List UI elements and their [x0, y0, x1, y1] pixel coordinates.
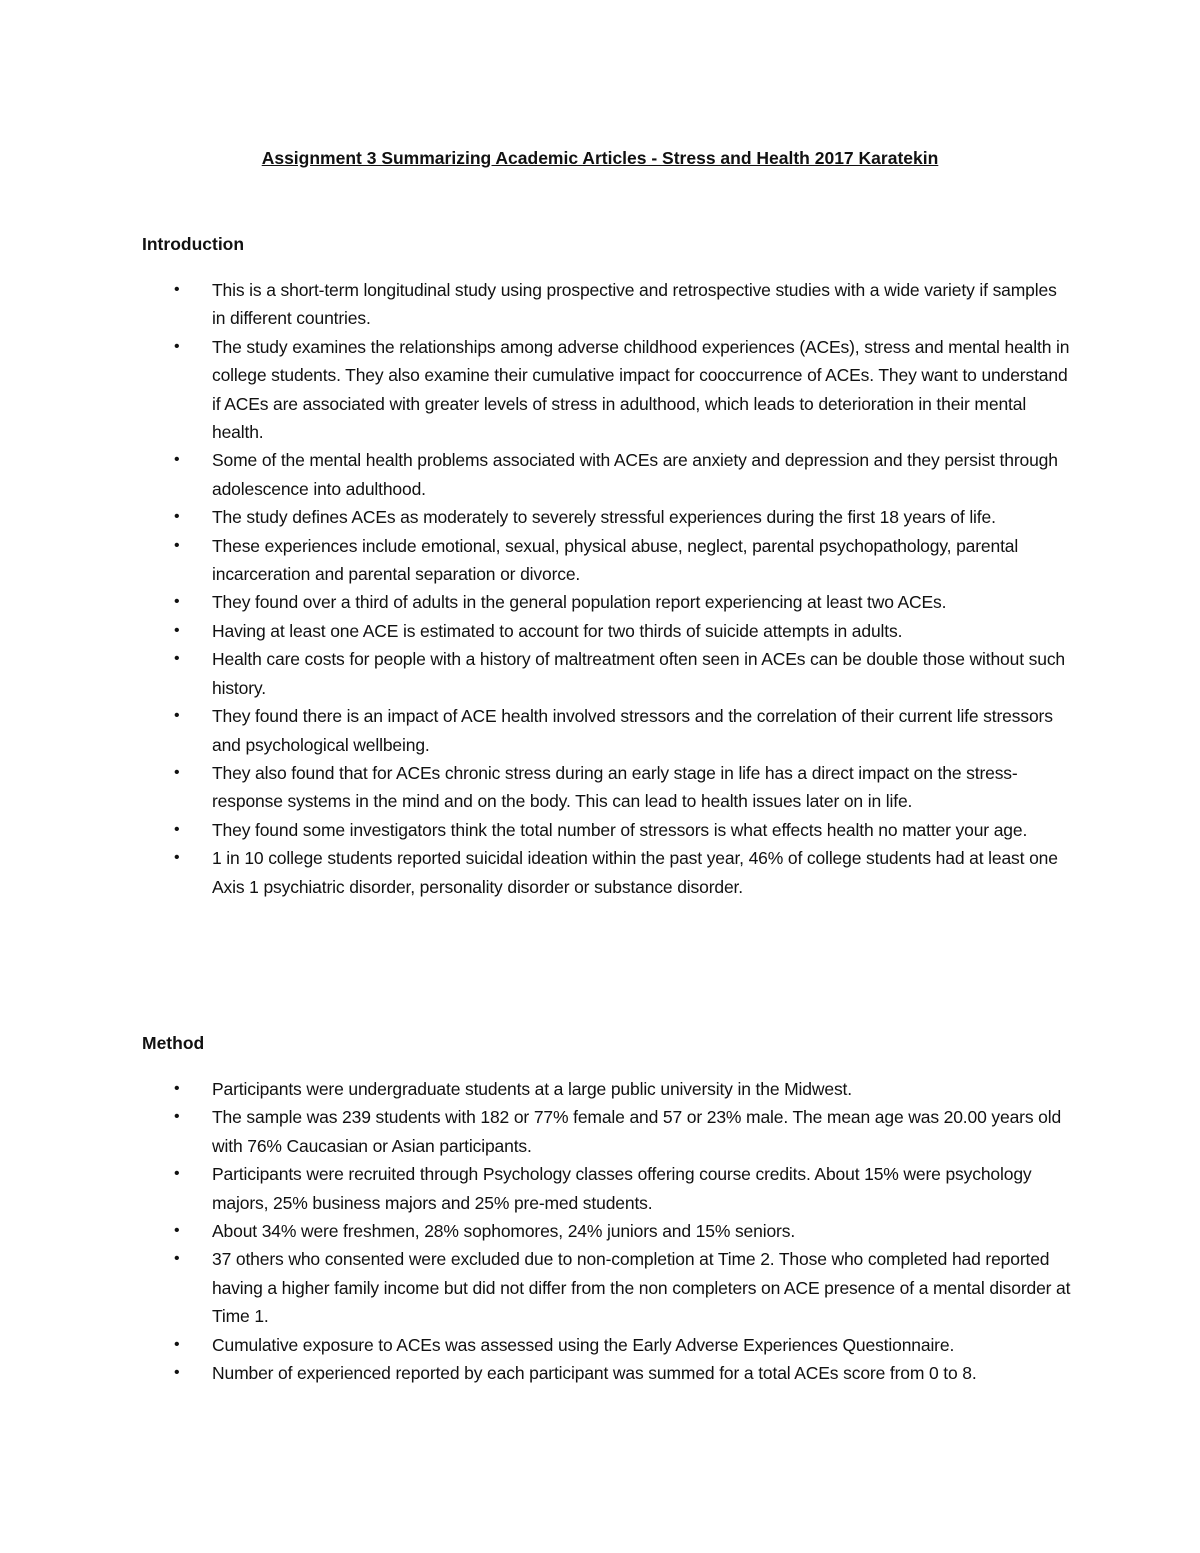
- bullet-item: [142, 1075, 1072, 1103]
- bullet-dot-icon: •: [174, 820, 180, 838]
- document-title: Assignment 3 Summarizing Academic Articles - Stress and Health 2017 Karatekin: [261, 148, 939, 168]
- bullet-text: The study examines the relationships among adverse childhood experiences (ACEs), stress and mental health in college students. They also examine their cumulative impact for cooccurrence of ACEs. They want to understand if ACEs are associated with greater levels of stress in adulthood, which leads to deterioration in their mental health.: [212, 336, 1070, 443]
- bullet-item: [142, 588, 1072, 616]
- bullet-item: [142, 532, 1072, 589]
- bullet-text: 1 in 10 college students reported suicidal ideation within the past year, 46% of college students had at least one Axis 1 psychiatric disorder, personality disorder or substance disorder.: [212, 848, 1058, 897]
- bullet-item: [142, 759, 1072, 816]
- bullet-text: Health care costs for people with a history of maltreatment often seen in ACEs can be double those without such history.: [212, 649, 1066, 698]
- bullet-dot-icon: •: [174, 593, 180, 611]
- bullet-item: [142, 645, 1072, 702]
- bullet-dot-icon: •: [174, 763, 180, 781]
- bullet-item: [142, 1359, 1072, 1387]
- bullet-text: The study defines ACEs as moderately to severely stressful experiences during the first 18 years of life.: [212, 507, 996, 528]
- method-bullet-list: [142, 1075, 1072, 1387]
- bullet-text: About 34% were freshmen, 28% sophomores, 24% juniors and 15% seniors.: [212, 1221, 796, 1242]
- bullet-text: They found over a third of adults in the general population report experiencing at least two ACEs.: [212, 592, 947, 613]
- bullet-text: Participants were recruited through Psychology classes offering course credits. About 15% were psychology majors, 25% business majors and 25% pre-med students.: [212, 1164, 1032, 1213]
- bullet-text: Number of experienced reported by each participant was summed for a total ACEs score from 0 to 8.: [212, 1363, 977, 1384]
- bullet-dot-icon: •: [174, 707, 180, 725]
- bullet-item: [142, 276, 1072, 333]
- bullet-dot-icon: •: [174, 337, 180, 355]
- section-heading-introduction: Introduction: [142, 234, 245, 254]
- bullet-item: [142, 1217, 1072, 1245]
- bullet-text: These experiences include emotional, sexual, physical abuse, neglect, parental psychopathology, parental incarceration and parental separation or divorce.: [212, 535, 1019, 585]
- section-heading-method: Method: [142, 1033, 205, 1053]
- bullet-text: 37 others who consented were excluded due to non-completion at Time 2. Those who completed had reported having a higher family income but did not differ from the non completers on ACE presence of a mental disorder at Time 1.: [212, 1249, 1071, 1327]
- bullet-dot-icon: •: [174, 1250, 180, 1268]
- bullet-item: [142, 1331, 1072, 1359]
- bullet-text: This is a short-term longitudinal study using prospective and retrospective studies with a wide variety if samples in different countries.: [212, 280, 1057, 329]
- bullet-item: [142, 1245, 1072, 1330]
- bullet-dot-icon: •: [174, 1080, 180, 1097]
- bullet-text: They found some investigators think the total number of stressors is what effects health no matter your age.: [212, 819, 1028, 840]
- bullet-item: [142, 1103, 1072, 1160]
- bullet-dot-icon: •: [174, 451, 180, 469]
- bullet-item: [142, 617, 1072, 645]
- bullet-text: They also found that for ACEs chronic stress during an early stage in life has a direct impact on the stress-response systems in the mind and on the body. This can lead to health issues later on in life.: [212, 762, 1018, 812]
- bullet-text: Having at least one ACE is estimated to account for two thirds of suicide attempts in adults.: [212, 620, 903, 641]
- bullet-dot-icon: •: [174, 281, 180, 298]
- bullet-dot-icon: •: [174, 1364, 180, 1382]
- bullet-text: Cumulative exposure to ACEs was assessed using the Early Adverse Experiences Questionnaire.: [212, 1334, 955, 1355]
- bullet-text: They found there is an impact of ACE health involved stressors and the correlation of their current life stressors and psychological wellbeing.: [212, 706, 1053, 755]
- bullet-dot-icon: •: [174, 1222, 180, 1240]
- bullet-dot-icon: •: [174, 621, 180, 639]
- bullet-item: [142, 503, 1072, 531]
- bullet-dot-icon: •: [174, 1108, 180, 1126]
- bullet-text: Participants were undergraduate students at a large public university in the Midwest.: [212, 1079, 852, 1099]
- bullet-text: The sample was 239 students with 182 or 77% female and 57 or 23% male. The mean age was 20.00 years old with 76% Caucasian or Asian participants.: [212, 1107, 1062, 1156]
- bullet-dot-icon: •: [174, 849, 180, 867]
- bullet-dot-icon: •: [174, 650, 180, 668]
- bullet-item: [142, 333, 1072, 447]
- bullet-item: [142, 844, 1072, 901]
- bullet-item: [142, 446, 1072, 503]
- introduction-bullet-list: [142, 276, 1072, 901]
- bullet-dot-icon: •: [174, 508, 180, 526]
- bullet-item: [142, 1160, 1072, 1217]
- bullet-text: Some of the mental health problems associated with ACEs are anxiety and depression and they persist through adolescence into adulthood.: [212, 450, 1058, 499]
- bullet-item: [142, 702, 1072, 759]
- bullet-dot-icon: •: [174, 1165, 180, 1183]
- bullet-dot-icon: •: [174, 536, 180, 554]
- bullet-item: [142, 816, 1072, 844]
- bullet-dot-icon: •: [174, 1335, 180, 1353]
